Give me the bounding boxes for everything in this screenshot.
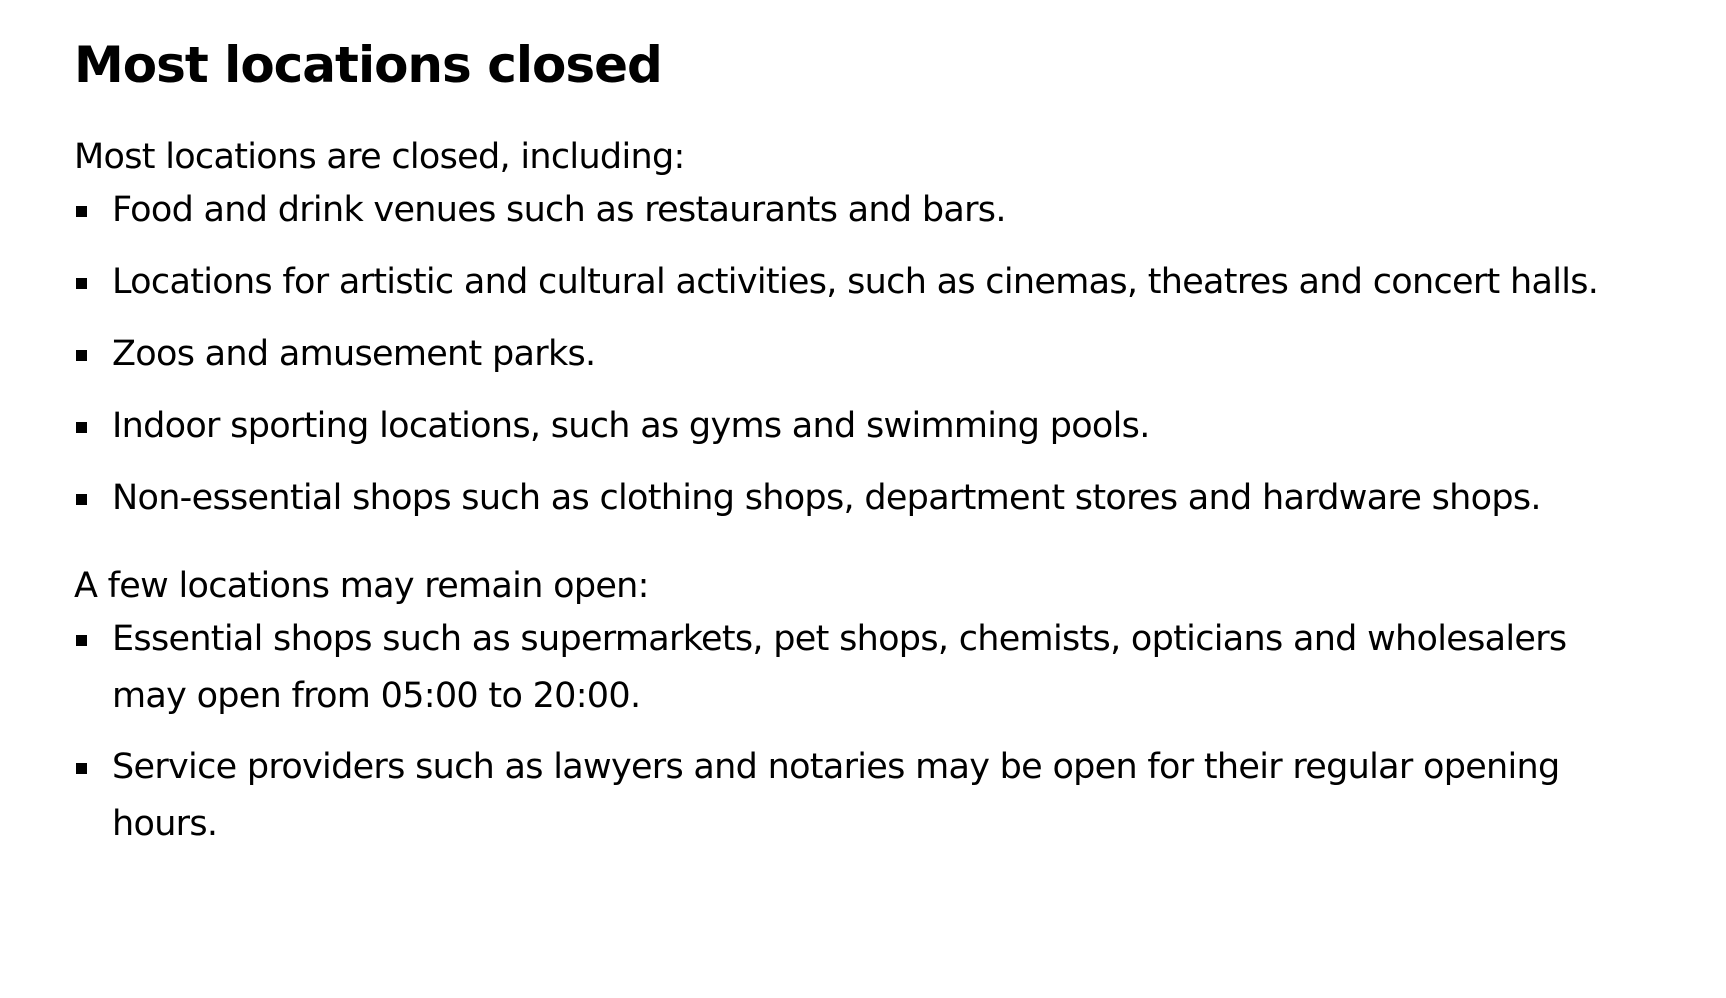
list-item (74, 739, 1632, 853)
closed-intro-text: Most locations are closed, including: (74, 137, 685, 177)
square-bullet-icon (76, 763, 87, 774)
square-bullet-icon (76, 635, 87, 646)
open-intro-text: A few locations may remain open: (74, 566, 649, 606)
list-item-text: Service providers such as lawyers and notaries may be open for their regular opening hours. (112, 747, 1560, 844)
list-item (74, 398, 1632, 455)
list-item-text: Locations for artistic and cultural activities, such as cinemas, theatres and concert halls. (112, 262, 1599, 302)
list-item (74, 611, 1632, 725)
list-item-text: Food and drink venues such as restaurants and bars. (112, 190, 1006, 230)
list-item-text: Non-essential shops such as clothing shops, department stores and hardware shops. (112, 478, 1541, 518)
list-item (74, 254, 1632, 311)
list-item (74, 326, 1632, 383)
square-bullet-icon (76, 494, 87, 505)
square-bullet-icon (76, 278, 87, 289)
section-heading: Most locations closed (74, 36, 662, 94)
square-bullet-icon (76, 422, 87, 433)
article-section (74, 30, 1599, 867)
closed-locations-list (74, 182, 1599, 527)
list-item (74, 182, 1632, 239)
square-bullet-icon (76, 350, 87, 361)
list-item-text: Essential shops such as supermarkets, pet shops, chemists, opticians and wholesalers may open from 05:00 to 20:00. (112, 619, 1567, 716)
square-bullet-icon (76, 206, 87, 217)
list-item-text: Zoos and amusement parks. (112, 334, 596, 374)
list-item-text: Indoor sporting locations, such as gyms and swimming pools. (112, 406, 1150, 446)
list-item (74, 470, 1632, 527)
open-locations-list (74, 611, 1594, 853)
